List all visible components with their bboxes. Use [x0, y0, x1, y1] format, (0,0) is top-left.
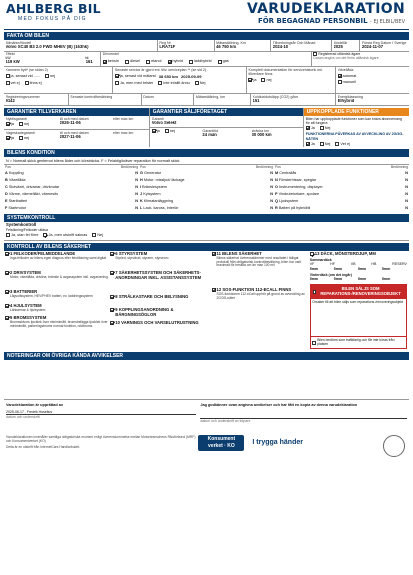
reg-number-field: Reg Nr LRA71F: [158, 40, 215, 51]
service-flaw-checkbox[interactable]: [115, 81, 119, 85]
section-vehicle-facts: FAKTA OM BILEN: [4, 32, 409, 40]
condition-column-1: Pos Bedömning A Koppling N B Växellåda N C Slutväxel, drivaxlar, drivknutar N D Värme, värmefläkt, värmesits N E Startbatteri N F Startmotor N: [4, 165, 139, 212]
condition-item: D Värme, värmefläkt, värmesits N: [5, 191, 138, 196]
trygg-slogan: I trygga händer: [252, 438, 303, 446]
dealer-tagline: MED FOKUS PÅ DIG: [18, 16, 87, 22]
dangerous-checkbox[interactable]: [312, 341, 316, 345]
tyre-headers: VF HF VB HB RESERV: [309, 262, 407, 267]
inspection-date-field: Datum: [142, 94, 195, 105]
seller-warranty-value: Volvo Selekt: [151, 120, 177, 125]
condition-table: [4, 165, 409, 212]
document-header: [4, 0, 409, 30]
hk-value: 161: [85, 60, 93, 65]
winter-tyre-values: 5mm 5mm 5mm 5mm: [309, 276, 391, 281]
mrf-seal-icon: [383, 435, 405, 457]
footer-legal: [4, 427, 409, 459]
connected-no-checkbox[interactable]: [320, 126, 324, 130]
first-reg-field: Första Reg Datum I Sverige 2024-11-07: [361, 40, 407, 49]
safety-item: 10 VARNINGS OCH VARSELUTRUSTNING: [109, 320, 210, 333]
service-no-checkbox[interactable]: [195, 81, 199, 85]
system-no-checkbox[interactable]: [92, 233, 96, 237]
mileage-field: Mätarställning, Km 46 750 km: [215, 40, 272, 51]
belt-none-checkbox[interactable]: [25, 81, 29, 85]
energy-class-field: Energiklassning Elhybrid: [337, 94, 363, 104]
fuel-bensin-checkbox[interactable]: [103, 60, 107, 64]
system-ok-checkbox[interactable]: [6, 233, 10, 237]
network-no-checkbox[interactable]: [320, 142, 324, 146]
document-subtitle: FÖR BEGAGNAD PERSONBIL - EJ ELBIL/BEV: [257, 17, 405, 25]
condition-item: M Centrallås N: [275, 170, 408, 175]
network-unknown-checkbox[interactable]: [335, 142, 339, 146]
fuel-hybrid-checkbox[interactable]: [168, 60, 172, 64]
safety-item: 7 SÄKERHETSSYSTEM OCH SÄKERHETS-ANORDNINGAR INKL. ASSISTANSSYSTEM: [109, 270, 210, 294]
signature-row: [4, 403, 409, 423]
vagn-yes-checkbox[interactable]: [6, 136, 10, 140]
manufacturer-warranty: GARANTIER TILLVERKAREN Nybilsgaranti ja nej till och med datum 2026-11-06 eller max km Vagnskadegaranti ja nej till och med datum 2027-11-06 eller max km: [4, 108, 150, 148]
inspection-field: Senaste kontrollbesiktning: [69, 94, 142, 105]
connected-functions: UPPKOPPLADE FUNKTIONER Bilen har uppkopplade funktioner som kan kräva abonnemang för att fungera Ja Nej FUNKTIONERNA PÅVERKAS AV AVVECKLING AV 2G/3G-NÄTEN Ja Nej Vet ej: [304, 108, 409, 148]
condition-item: L Lack, kaross, interiör N: [140, 205, 273, 210]
timing-belt-field: Kamnem bytt* (se sidan 2) ja, senast vid ...... nej vet ej finns ej: [4, 67, 113, 93]
network-yes-checkbox[interactable]: [306, 142, 310, 146]
gearbox-field: Växellåda automat manuell: [337, 67, 357, 85]
system-noprint-checkbox[interactable]: [43, 233, 47, 237]
safety-column-2: [109, 251, 210, 350]
condition-item: C Slutväxel, drivaxlar, drivknutar N: [5, 184, 138, 189]
gear-manual-checkbox[interactable]: [338, 80, 342, 84]
service-docs-field: Komplett dokumentation för servicehistorik enl. tillverkare finns ja nej: [247, 67, 336, 93]
condition-item: G Generator N: [140, 170, 273, 175]
co2-field: Koldioxidutsläpp (CO2) g/km 151: [251, 94, 336, 105]
manufacture-date-field: Tillverkningsår Och Månad 2024-10: [271, 40, 332, 51]
condition-item: E Startbatteri N: [5, 198, 138, 203]
nybil-until: 2026-11-06: [59, 120, 81, 125]
condition-item: F Startmotor N: [5, 205, 138, 210]
legal-text: Varudeklarationen innehåller samtliga obligatoriska moment enligt överenskommelse mellan Motorbranschens Riksförbund (MRF) och Konsumentverket (KO): [6, 435, 196, 444]
docs-yes-checkbox[interactable]: [248, 78, 252, 82]
section-notes: NOTERINGAR OM ÖVRIGA KÄNDA AVVIKELSER: [4, 352, 409, 360]
summer-tyre-values: 5mm 5mm 5mm 5mm: [309, 267, 391, 272]
condition-item: O Instrumentering, displayer N: [275, 184, 408, 189]
condition-column-2: Pos Bedömning G Generator N H Motor: missljud/ läckage N I Bränslesystem N J Kylsystem N K Klimatanläggning N L Lack, kaross, interiör N: [139, 165, 274, 212]
inspection-km-field: Mätarställning, km: [194, 94, 251, 105]
regno-field: Registreringsnummer 9142: [4, 94, 69, 105]
section-condition: BILENS KONDITION: [4, 149, 409, 157]
safety-item: 3 BATTERIER Lågvoltssystem, HEV/PHEV batteri, ev. laddningssystem: [4, 289, 109, 303]
section-system-check: SYSTEMKONTROLL: [4, 214, 409, 222]
copyright-text: Delta är en utskrift från InternetCars Handlarbudet.: [6, 444, 81, 449]
model-year-field: Modellår 2025: [332, 40, 360, 51]
vagn-no-checkbox[interactable]: [19, 136, 23, 140]
condition-item: N Fönsterhissar, speglar N: [275, 177, 408, 182]
condition-column-3: Pos Bedömning M Centrallås N N Fönsterhissar, speglar N O Instrumentering, displayer N P Vindrutetorkare, spolare N Q Ljudsystem N R Batteri på hybridbil N: [274, 165, 409, 212]
seller-warranty: GARANTIER SÄLJFÖRETAGET Garanti Volvo Selekt ja nej Garantitid 24 mån sträcka km 30 000 km: [150, 108, 304, 148]
foreign-owner-checkbox[interactable]: [313, 52, 317, 56]
warranty-section: [4, 108, 409, 148]
condition-item: I Bränslesystem N: [140, 184, 273, 189]
safety-item: 8 STRÅLKASTARE OCH BELYSNING: [109, 294, 210, 307]
service-notdue-checkbox[interactable]: [158, 81, 162, 85]
system-check: Systemkontroll Felsökning/Felkoder utläsa Ja, utan fel förre Ja, men utskrift saknas Nej: [4, 222, 409, 241]
connected-yes-checkbox[interactable]: [306, 126, 310, 130]
condition-item: P Vindrutetorkare, spolare N: [275, 191, 408, 196]
gear-auto-checkbox[interactable]: [338, 74, 342, 78]
repair-object-checkbox[interactable]: [313, 290, 316, 294]
dealer-logo: AHLBERG BIL: [6, 1, 101, 16]
vehicle-basic-row: [4, 40, 409, 52]
nybil-yes-checkbox[interactable]: [6, 122, 10, 126]
repair-object-box: BILEN SÄLJS SOM REPARATIONS-/RENOVERINGSOBJEKT Orsaker till att bilen säljs som reparations-/renoveringsobjekt Bilen bedöms som trafikfarlig och får inte köras från platsen: [310, 284, 407, 348]
service-field: Senaste service är gjord enl. tillv. serviceplan ** (se sid 2) ja, senast vid mätarst. 38 653 km 2025-09-09 Ja, men med brister inte infallit ännu Nej: [113, 67, 247, 93]
belt-unknown-checkbox[interactable]: [6, 81, 10, 85]
fuel-field: Drivmedel bensin diesel etanol hybrid laddhybrid gas: [101, 52, 312, 67]
safety-item: 6 STYRSYSTEM Styrled, styrväxel, styrarm, styrservo: [109, 251, 210, 270]
safety-item: 2 DRIVSYSTEM Motor, växellåda, drivlina, bränsle & avgassystem inkl. avgasrening: [4, 270, 109, 289]
fuel-gas-checkbox[interactable]: [218, 60, 222, 64]
safety-item: 1 FELKODER/FELMEDDELANDE Inga felkoder av bilens egen diagnos eller felutläsning samt digital: [4, 251, 109, 270]
condition-item: J Kylsystem N: [140, 191, 273, 196]
issuer-signature: Varudeklaration är upprättad av 2025-06-17 , Fredrik Huselius datum och underskrift: [4, 403, 198, 423]
condition-item: Q Ljudsystem N: [275, 198, 408, 203]
tyre-checkbox[interactable]: [310, 252, 314, 256]
vehicle-service-row: [4, 67, 409, 94]
buyer-signature: Jag godkänner ovan angivna avvikelser och har fått en kopia av denna varudeklaration datum och underskrift av köpare: [198, 403, 409, 423]
safety-grid: [4, 251, 409, 350]
service-km: 38 653 km: [158, 73, 178, 79]
notes-area[interactable]: [4, 360, 409, 400]
safety-column-1: [4, 251, 109, 350]
document-title: VARUDEKLARATION: [246, 1, 405, 17]
vehicle-effect-row: [4, 52, 409, 68]
fuel-etanol-checkbox[interactable]: [146, 60, 150, 64]
tyre-section: 13 DÄCK, MÖNSTERDJUP, MM Sommardäck VF HF VB HB RESERV 5mm 5mm 5mm 5mm Vinterdäck (om det ingår) 5mm 5mm 5mm 5mm BILEN SÄLJS SOM REPARATIONS-/RENOVERINGSOBJEKT Orsaker till att bilen säljs som reparations-/renoveringsobjekt Bilen bedöms som trafikfarlig och får inte köras från platsen: [308, 251, 409, 350]
docs-no-checkbox[interactable]: [261, 78, 265, 82]
condition-item: A Koppling N: [5, 170, 138, 175]
condition-item: B Växellåda N: [5, 177, 138, 182]
safety-item: 11 BILENS SÄKERHET Bilens säkerhet överensstämmer med resultatet i tidligat protokoll från obligatorisk kontrollbesiktning, bilen har varit maximalt för besikta om än max 100 mil: [211, 251, 308, 287]
condition-item: R Batteri på hybridbil N: [275, 205, 408, 210]
vehicle-inspection-row: [4, 94, 409, 106]
belt-no-checkbox[interactable]: [45, 74, 49, 78]
seller-no-checkbox[interactable]: [165, 129, 169, 133]
safety-item: 9 KOPPLINGSANORDNING & BÄRGNINGSÖGLOR: [109, 307, 210, 320]
vagn-until: 2027-11-06: [59, 134, 81, 139]
nybil-no-checkbox[interactable]: [19, 122, 23, 126]
foreign-owner-field: Registrerad utländsk ägare Datum angivs om det finns utländsk ägare: [313, 52, 379, 61]
service-yes-checkbox[interactable]: [115, 74, 119, 78]
vehicle-model-field: Bilmärke/Modell Volvo XC40 B3 2.0 FWD MHEV (B) (163hk): [4, 40, 158, 51]
service-date: 2025-09-09: [181, 73, 202, 79]
belt-yes-checkbox[interactable]: [6, 74, 10, 78]
konsumentverket-logo: Konsument verket · KO: [198, 435, 244, 451]
seller-yes-checkbox[interactable]: [152, 129, 156, 133]
effect-field: Effekt kW hk 119 kW 161: [4, 52, 101, 67]
condition-item: H Motor: missljud/ läckage N: [140, 177, 273, 182]
fuel-diesel-checkbox[interactable]: [125, 60, 129, 64]
condition-item: K Klimatanläggning N: [140, 198, 273, 203]
safety-item: 4 HJULSYSTEM Länkarmar & hjulsystem: [4, 303, 109, 315]
safety-column-3: [211, 251, 308, 350]
fuel-laddhybrid-checkbox[interactable]: [189, 60, 193, 64]
kw-value: 119 kW: [5, 60, 20, 65]
section-safety-check: KONTROLL AV BILENS SÄKERHET: [4, 243, 409, 251]
safety-item: 12 SOS-FUNKTION 112-ECALL FINNS SOS-funktionen 112-eCall upphör på grund av avveckling av 2G/3G-nätet: [211, 287, 308, 313]
condition-legend: N = Normalt skick gentemot bilens ålder och körsträcka. F = Felaktig/kräver reparation för normalt skick: [4, 157, 409, 165]
safety-item: 5 BROMSSYSTEM Bromsskivors tjocklek över minimimått, bromsbeläggs tjocklek över minimimått, parkeringsbroms normal funktion, nödbroms: [4, 315, 109, 339]
